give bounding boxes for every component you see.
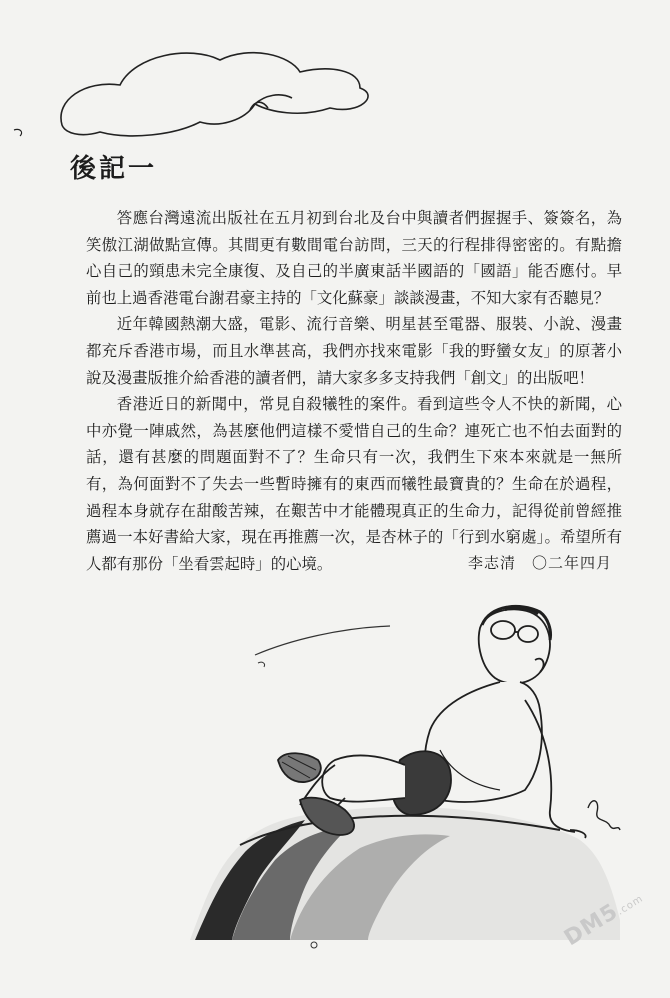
cloud-doodle [14,53,368,136]
paragraph-1: 答應台灣遠流出版社在五月初到台北及台中與讀者們握握手、簽簽名，為笑傲江湖做點宣傳。其間更有數間電台訪問，三天的行程排得密密的。有點擔心自己的頸患未完全康復、及自己的半廣東話半國語的「國語」能否應付。早前也上過香港電台謝君豪主持的「文化蘇豪」談談漫畫，不知大家有否聽見？ [86,209,622,307]
paragraph-3: 香港近日的新聞中，常見自殺犧牲的案件。看到這些令人不快的新聞，心中亦覺一陣戚然，為甚麼他們這樣不愛惜自己的生命？連死亡也不怕去面對的話，還有甚麼的問題面對不了？生命只有一次，我們生下來本來就是一無所有，為何面對不了失去一些暫時擁有的東西而犧牲最寶貴的？生命在於過程，過程本身就存在甜酸苦辣，在艱苦中才能體現真正的生命力，記得從前曾經推薦過一本好書給大家，現在再推薦一次，是杏林子的「行到水窮處」。希望所有人都有那份「坐看雲起時」的心境。 [86,395,622,573]
sketch-line [255,626,390,655]
paragraph-2: 近年韓國熱潮大盛，電影、流行音樂、明星甚至電器、服裝、小說、漫畫都充斥香港市場，而且水準甚高，我們亦找來電影「我的野蠻女友」的原著小說及漫畫版推介給香港的讀者們，請大家多多支持我們「創文」的出版吧！ [86,315,622,387]
watermark-main: DM5 [560,899,623,952]
watermark-sub: .com [615,893,646,918]
afterword-text [86,205,622,577]
author-signature: 李志清 〇二年四月 [468,554,613,572]
seated-figure [278,606,586,838]
page-title: 後記一 [70,154,158,184]
rock-ink-wash [190,807,620,948]
sketch-line-small [258,662,265,667]
artist-mark [588,801,620,830]
